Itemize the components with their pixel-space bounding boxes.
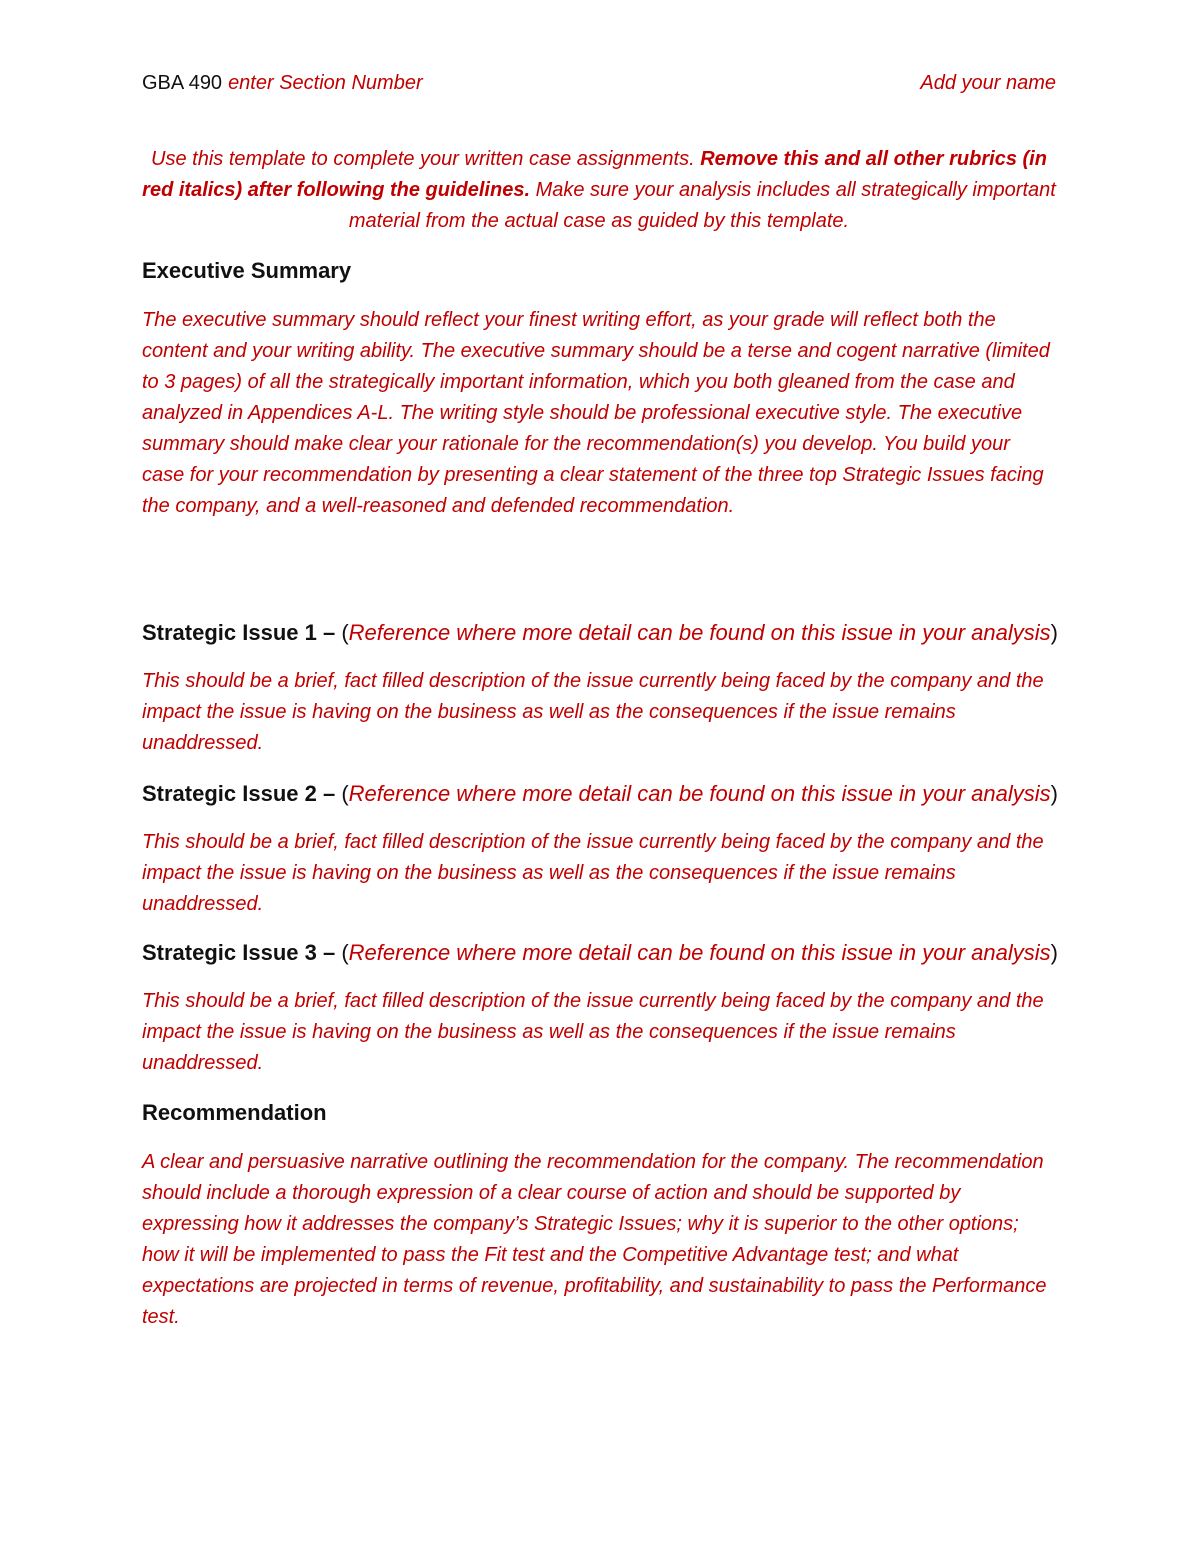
issue-title: Strategic Issue 3 – <box>142 940 336 965</box>
issue-reference-text: Reference where more detail can be found on this issue in your analysis <box>348 940 1051 965</box>
strategic-issue-2-heading <box>142 781 1056 807</box>
page-header <box>142 72 1056 102</box>
strategic-issue-3-body: This should be a brief, fact filled description of the issue currently being faced by the company and the impact the issue is having on the business as well as the consequences if the issue remains unaddressed. <box>142 990 1044 1074</box>
section-number: enter Section Number <box>228 72 423 94</box>
header-left <box>142 72 423 95</box>
executive-summary-body: The executive summary should reflect your finest writing effort, as your grade will reflect both the content and your writing ability. The executive summary should be a terse and cogent narrative (limited to 3 pages) of all the strategically important information, which you both gleaned from the case and analyzed in Appendices A-L. The writing style should be professional executive style. The executive summary should make clear your rationale for the recommendation(s) you develop. You build your case for your recommendation by presenting a clear statement of the three top Strategic Issues facing the company, and a well-reasoned and defended recommendation. <box>142 309 1050 517</box>
executive-summary-heading: Executive Summary <box>142 258 352 283</box>
intro-text-2: Make sure your analysis includes all strategically important material from the actual case as guided by this template. <box>348 179 1056 232</box>
issue-title: Strategic Issue 1 – <box>142 620 336 645</box>
strategic-issue-3-heading <box>142 940 1056 966</box>
course-code: GBA 490 <box>142 72 223 94</box>
recommendation-heading: Recommendation <box>142 1100 327 1125</box>
issue-reference-text: Reference where more detail can be found on this issue in your analysis <box>348 620 1051 645</box>
issue-reference: (Reference where more detail can be found on this issue in your analysis) <box>341 620 1058 645</box>
author-name: Add your name <box>920 72 1056 94</box>
intro-instructions <box>142 144 1056 237</box>
recommendation-body: A clear and persuasive narrative outlining the recommendation for the company. The recommendation should include a thorough expression of a clear course of action and should be supported by expressing how it addresses the company’s Strategic Issues; why it is superior to the other options; how it will be implemented to pass the Fit test and the Competitive Advantage test; and what expectations are projected in terms of revenue, profitability, and sustainability to pass the Performance test. <box>142 1151 1047 1328</box>
strategic-issue-1-body: This should be a brief, fact filled description of the issue currently being faced by the company and the impact the issue is having on the business as well as the consequences if the issue remains unaddressed. <box>142 670 1044 754</box>
intro-text-1: Use this template to complete your written case assignments. <box>151 148 695 170</box>
strategic-issue-2-body: This should be a brief, fact filled description of the issue currently being faced by the company and the impact the issue is having on the business as well as the consequences if the issue remains unaddressed. <box>142 831 1044 915</box>
issue-title: Strategic Issue 2 – <box>142 781 336 806</box>
issue-reference: (Reference where more detail can be found on this issue in your analysis) <box>341 940 1058 965</box>
strategic-issue-1-heading <box>142 620 1056 646</box>
issue-reference: (Reference where more detail can be found on this issue in your analysis) <box>341 781 1058 806</box>
intro-bold-text: Remove this and all other rubrics (in red italics) after following the guidelines. <box>142 148 1047 201</box>
issue-reference-text: Reference where more detail can be found on this issue in your analysis <box>348 781 1051 806</box>
